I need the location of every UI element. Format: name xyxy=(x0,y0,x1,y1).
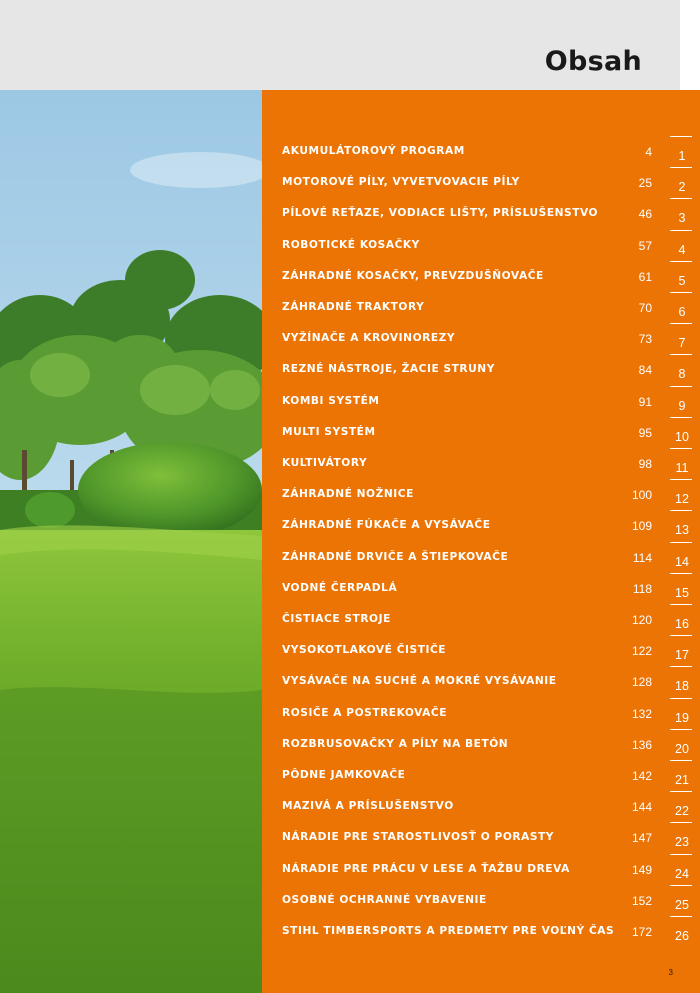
toc-entry-label: MAZIVÁ A PRÍSLUŠENSTVO xyxy=(282,800,454,813)
tab-divider xyxy=(670,791,692,792)
toc-entry-page: 142 xyxy=(631,769,652,783)
toc-entry[interactable] xyxy=(262,296,700,327)
toc-entry-page: 109 xyxy=(631,519,652,534)
section-tab-number[interactable]: 3 xyxy=(678,211,686,226)
page-header xyxy=(0,0,680,90)
toc-entry-label: OSOBNÉ OCHRANNÉ VYBAVENIE xyxy=(282,893,487,906)
section-tab-number[interactable]: 1 xyxy=(678,149,686,163)
toc-entry[interactable] xyxy=(262,764,700,795)
toc-entry-page: 95 xyxy=(638,425,652,440)
toc-entry-page: 147 xyxy=(631,831,652,846)
page-title: Obsah xyxy=(544,46,642,77)
toc-entry-page: 152 xyxy=(631,893,652,908)
toc-entry[interactable] xyxy=(262,795,700,826)
toc-entry-label: MULTI SYSTÉM xyxy=(282,425,376,438)
section-tab-number[interactable]: 2 xyxy=(678,180,686,195)
toc-entry-page: 46 xyxy=(638,207,652,222)
tab-divider xyxy=(670,292,692,293)
tab-divider xyxy=(670,604,692,605)
tab-divider xyxy=(670,448,692,449)
toc-entry[interactable] xyxy=(262,733,700,764)
page-number: 3 xyxy=(668,968,673,977)
garden-photo xyxy=(0,90,262,993)
toc-entry[interactable] xyxy=(262,608,700,639)
toc-entry[interactable] xyxy=(262,265,700,296)
toc-entry[interactable] xyxy=(262,889,700,920)
tab-divider xyxy=(670,635,692,636)
toc-entry-page: 114 xyxy=(632,550,652,565)
toc-entry-page: 91 xyxy=(638,394,652,409)
garden-lawn-trees-image xyxy=(0,90,262,993)
tab-divider xyxy=(670,230,692,231)
section-tab-number[interactable]: 9 xyxy=(678,398,686,413)
toc-entry-label: PÔDNE JAMKOVAČE xyxy=(282,769,406,781)
toc-entry[interactable] xyxy=(262,639,700,670)
toc-entry-label: VYŽÍNAČE A KROVINOREZY xyxy=(282,332,456,345)
toc-entry-label: KULTIVÁTORY xyxy=(282,457,368,469)
section-tab-number[interactable]: 26 xyxy=(675,929,689,943)
toc-entry[interactable] xyxy=(262,514,700,545)
section-tab-number[interactable]: 17 xyxy=(675,648,689,663)
section-tab-number[interactable]: 20 xyxy=(675,741,689,756)
toc-entry-page: 73 xyxy=(638,332,652,347)
toc-entry-page: 144 xyxy=(631,800,652,815)
tab-divider xyxy=(670,136,692,137)
toc-entry-label: REZNÉ NÁSTROJE, ŽACIE STRUNY xyxy=(282,363,495,376)
toc-entry-label: MOTOROVÉ PÍLY, VYVETVOVACIE PÍLY xyxy=(282,176,520,189)
toc-entry-label: ZÁHRADNÉ FÚKAČE A VYSÁVAČE xyxy=(282,519,491,532)
toc-entry[interactable] xyxy=(262,826,700,857)
tab-divider xyxy=(670,386,692,387)
toc-entry[interactable] xyxy=(262,670,700,701)
tab-divider xyxy=(670,167,692,168)
toc-entry-page: 61 xyxy=(638,269,652,284)
toc-entry-page: 57 xyxy=(638,238,652,253)
toc-entry-label: ZÁHRADNÉ TRAKTORY xyxy=(282,301,425,313)
toc-entry-page: 132 xyxy=(631,706,652,721)
section-tab-number[interactable]: 15 xyxy=(675,585,689,600)
toc-entry[interactable] xyxy=(262,483,700,514)
section-tab-number[interactable]: 11 xyxy=(675,461,689,475)
tab-divider xyxy=(670,885,692,886)
section-tab-number[interactable]: 22 xyxy=(675,804,689,819)
section-tab-number[interactable]: 5 xyxy=(678,273,686,288)
toc-entry-page: 4 xyxy=(645,145,652,159)
section-tab-number[interactable]: 4 xyxy=(678,242,686,257)
section-tab-number[interactable]: 25 xyxy=(675,897,689,912)
toc-entry-label: KOMBI SYSTÉM xyxy=(282,394,380,407)
section-tab-number[interactable]: 18 xyxy=(675,679,689,694)
section-tab-number[interactable]: 13 xyxy=(675,523,689,538)
tab-divider xyxy=(670,261,692,262)
tab-divider xyxy=(670,854,692,855)
toc-entry[interactable] xyxy=(262,171,700,202)
section-tab-number[interactable]: 16 xyxy=(675,617,689,631)
tab-divider xyxy=(670,198,692,199)
tab-divider xyxy=(670,698,692,699)
toc-entry-label: VYSOKOTLAKOVÉ ČISTIČE xyxy=(282,644,447,657)
section-tab-number[interactable]: 19 xyxy=(675,710,689,725)
toc-entry-label: STIHL TIMBERSPORTS A PREDMETY PRE VOĽNÝ ČAS xyxy=(282,925,615,937)
toc-entry-label: ZÁHRADNÉ DRVIČE A ŠTIEPKOVAČE xyxy=(282,550,509,563)
tab-divider xyxy=(670,417,692,418)
toc-entry-label: VYSÁVAČE NA SUCHÉ A MOKRÉ VYSÁVANIE xyxy=(282,675,557,688)
toc-entry[interactable] xyxy=(262,577,700,608)
section-tab-number[interactable]: 21 xyxy=(675,773,689,787)
tab-divider xyxy=(670,666,692,667)
section-tab-number[interactable]: 23 xyxy=(675,835,689,850)
toc-entry-page: 120 xyxy=(631,613,652,627)
toc-entry[interactable] xyxy=(262,202,700,233)
toc-entry-page: 172 xyxy=(631,925,652,939)
toc-entry-label: NÁRADIE PRE STAROSTLIVOSŤ O PORASTY xyxy=(282,831,555,844)
section-tab-number[interactable]: 10 xyxy=(675,429,689,444)
toc-entry[interactable] xyxy=(262,452,700,483)
tab-divider xyxy=(670,542,692,543)
section-tab-number[interactable]: 6 xyxy=(678,305,686,319)
toc-entry-page: 122 xyxy=(631,644,652,659)
toc-panel xyxy=(262,90,700,993)
toc-entry-label: ROBOTICKÉ KOSAČKY xyxy=(282,238,420,251)
toc-entry[interactable] xyxy=(262,858,700,889)
tab-divider xyxy=(670,822,692,823)
toc-entry-label: ROZBRUSOVAČKY A PÍLY NA BETÓN xyxy=(282,737,509,750)
toc-entry-label: ČISTIACE STROJE xyxy=(282,613,391,625)
tab-divider xyxy=(670,729,692,730)
tab-divider xyxy=(670,510,692,511)
toc-entry-page: 84 xyxy=(638,363,652,378)
toc-entry[interactable] xyxy=(262,546,700,577)
toc-entry-page: 100 xyxy=(631,488,652,503)
toc-entry[interactable] xyxy=(262,358,700,389)
tab-divider xyxy=(670,479,692,480)
toc-entry-page: 118 xyxy=(632,581,652,596)
section-tab-number[interactable]: 24 xyxy=(675,866,689,881)
toc-entry-page: 70 xyxy=(638,301,652,315)
toc-entry-page: 128 xyxy=(631,675,652,690)
toc-entry[interactable] xyxy=(262,421,700,452)
tab-divider xyxy=(670,323,692,324)
tab-divider xyxy=(670,760,692,761)
section-tab-number[interactable]: 12 xyxy=(675,492,689,507)
section-tab-number[interactable]: 7 xyxy=(678,336,686,351)
toc-entry[interactable] xyxy=(262,390,700,421)
toc-entry-label: ZÁHRADNÉ KOSAČKY, PREVZDUŠŇOVAČE xyxy=(282,269,544,282)
toc-entry-page: 25 xyxy=(638,176,652,191)
toc-entry[interactable] xyxy=(262,140,700,171)
toc-entry-page: 149 xyxy=(631,862,652,877)
toc-entry-page: 136 xyxy=(631,737,652,752)
tab-divider xyxy=(670,354,692,355)
toc-entry-label: ZÁHRADNÉ NOŽNICE xyxy=(282,488,414,501)
tab-divider xyxy=(670,573,692,574)
section-tab-number[interactable]: 14 xyxy=(675,554,689,569)
toc-entry-page: 98 xyxy=(638,457,652,471)
toc-entry-label: ROSIČE A POSTREKOVAČE xyxy=(282,706,448,719)
toc-entry-label: PÍLOVÉ REŤAZE, VODIACE LIŠTY, PRÍSLUŠENSTVO xyxy=(282,207,599,220)
toc-entry[interactable] xyxy=(262,234,700,265)
toc-entry-label: AKUMULÁTOROVÝ PROGRAM xyxy=(282,145,465,157)
section-tab-number[interactable]: 8 xyxy=(678,367,686,382)
toc-entry[interactable] xyxy=(262,702,700,733)
toc-entry[interactable] xyxy=(262,327,700,358)
toc-entry[interactable] xyxy=(262,920,700,951)
tab-divider xyxy=(670,916,692,917)
toc-entry-label: VODNÉ ČERPADLÁ xyxy=(282,581,398,594)
toc-entry-label: NÁRADIE PRE PRÁCU V LESE A ŤAŽBU DREVA xyxy=(282,862,570,875)
